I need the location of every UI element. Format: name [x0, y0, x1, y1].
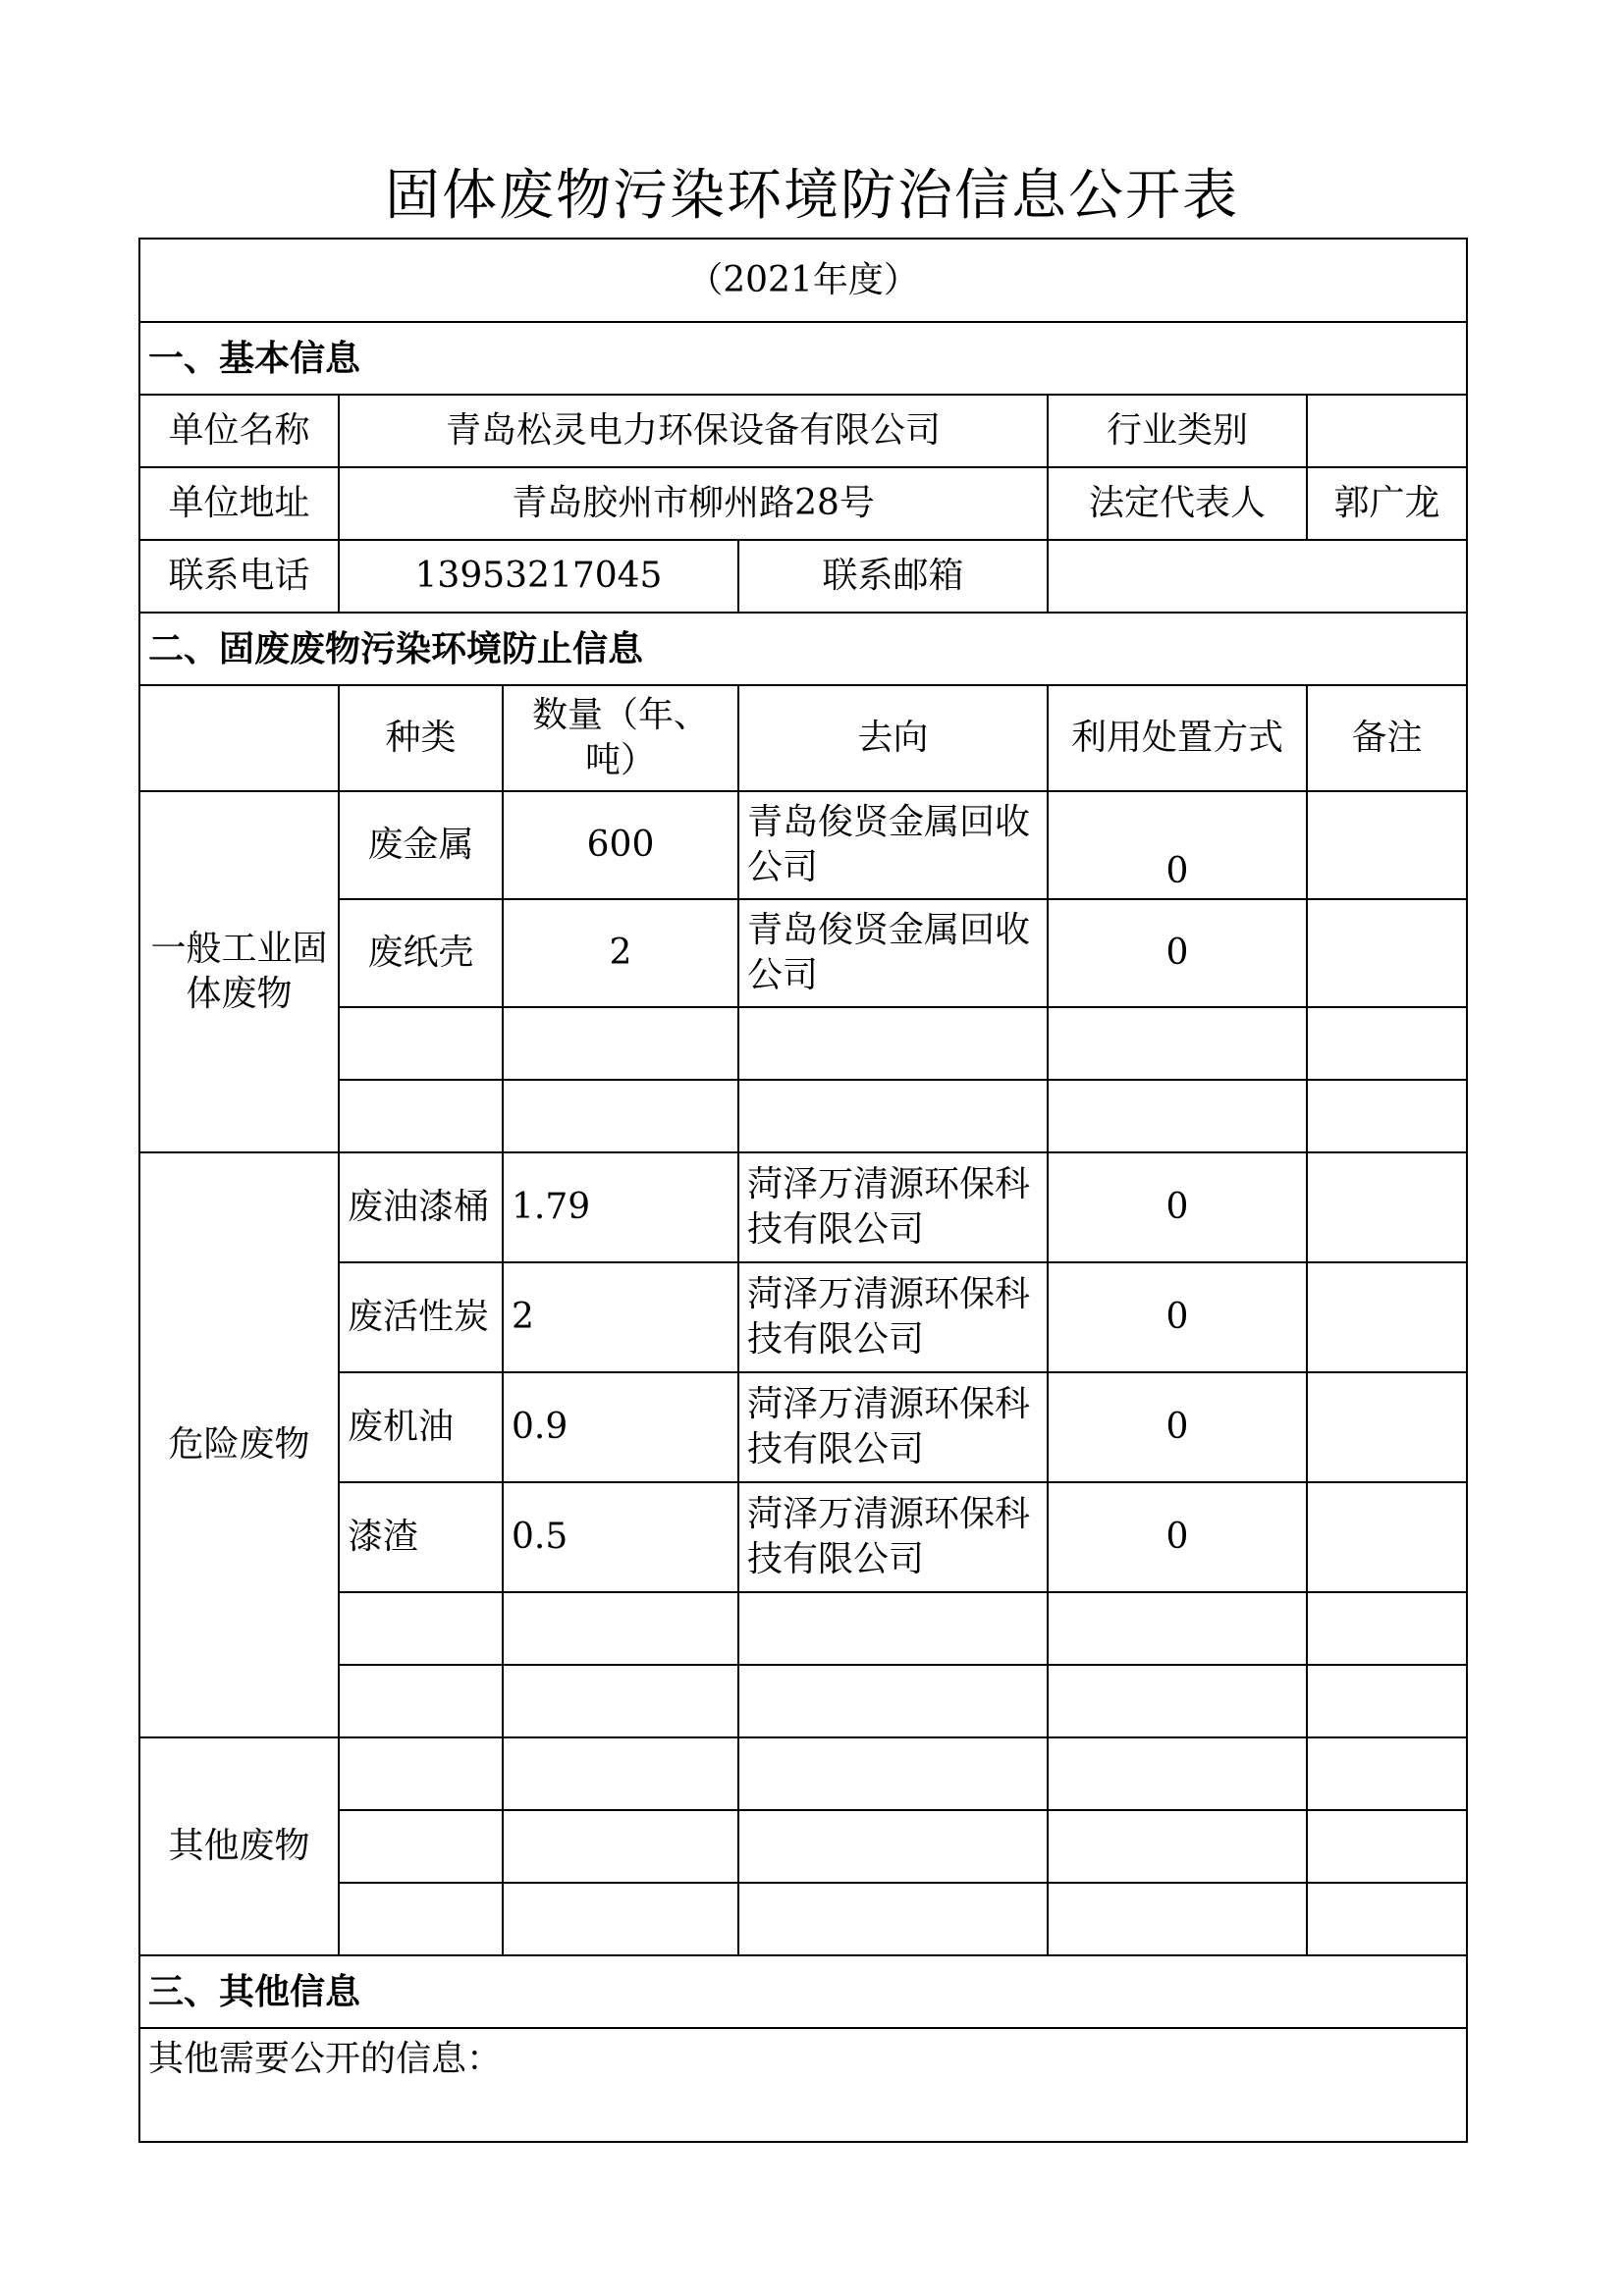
header-remark: 备注 — [1307, 685, 1467, 791]
empty-cell — [738, 1883, 1048, 1955]
table-row — [139, 1080, 1467, 1152]
waste-remark — [1307, 1152, 1467, 1262]
header-type: 种类 — [339, 685, 503, 791]
empty-cell — [503, 1592, 738, 1665]
legal-rep-label: 法定代表人 — [1048, 467, 1307, 540]
year-label: （2021年度） — [139, 239, 1467, 322]
waste-type: 废金属 — [339, 791, 503, 899]
empty-cell — [503, 1883, 738, 1955]
waste-type: 废油漆桶 — [339, 1152, 503, 1262]
empty-cell — [503, 1665, 738, 1737]
empty-cell — [1048, 1665, 1307, 1737]
table-row — [139, 1482, 1467, 1592]
email-label: 联系邮箱 — [738, 540, 1048, 613]
waste-remark — [1307, 1482, 1467, 1592]
empty-cell — [339, 1883, 503, 1955]
header-blank — [139, 685, 339, 791]
empty-cell — [339, 1592, 503, 1665]
unit-name-label: 单位名称 — [139, 395, 339, 467]
waste-destination: 青岛俊贤金属回收公司 — [738, 899, 1048, 1007]
email-value — [1048, 540, 1467, 613]
disclosure-table — [138, 238, 1468, 2143]
waste-quantity: 2 — [503, 899, 738, 1007]
page-title: 固体废物污染环境防治信息公开表 — [385, 164, 1239, 228]
waste-quantity: 600 — [503, 791, 738, 899]
legal-rep-value: 郭广龙 — [1307, 467, 1467, 540]
waste-destination: 菏泽万清源环保科技有限公司 — [738, 1152, 1048, 1262]
address-value: 青岛胶州市柳州路28号 — [339, 467, 1048, 540]
table-row — [139, 1372, 1467, 1482]
empty-cell — [1307, 1810, 1467, 1883]
table-row — [139, 791, 1467, 899]
empty-cell — [339, 1080, 503, 1152]
table-row — [139, 1665, 1467, 1737]
industry-label: 行业类别 — [1048, 395, 1307, 467]
table-row — [139, 1007, 1467, 1080]
waste-type: 漆渣 — [339, 1482, 503, 1592]
waste-remark — [1307, 1372, 1467, 1482]
waste-quantity: 0.9 — [503, 1372, 738, 1482]
section1-heading: 一、基本信息 — [139, 322, 1467, 395]
header-quantity: 数量（年、吨） — [503, 685, 738, 791]
empty-cell — [1048, 1883, 1307, 1955]
table-row — [139, 1262, 1467, 1372]
other-info-text: 其他需要公开的信息： — [139, 2028, 1467, 2142]
waste-type: 废机油 — [339, 1372, 503, 1482]
phone-value: 13953217045 — [339, 540, 738, 613]
waste-destination: 菏泽万清源环保科技有限公司 — [738, 1372, 1048, 1482]
waste-method: 0 — [1048, 899, 1307, 1007]
waste-method: 0 — [1048, 1262, 1307, 1372]
category-hazardous: 危险废物 — [139, 1152, 339, 1737]
empty-cell — [1048, 1592, 1307, 1665]
section3-heading: 三、其他信息 — [139, 1955, 1467, 2028]
empty-cell — [339, 1737, 503, 1810]
empty-cell — [1307, 1080, 1467, 1152]
waste-type: 废活性炭 — [339, 1262, 503, 1372]
empty-cell — [1048, 1007, 1307, 1080]
waste-quantity: 0.5 — [503, 1482, 738, 1592]
waste-type: 废纸壳 — [339, 899, 503, 1007]
empty-cell — [738, 1592, 1048, 1665]
industry-value — [1307, 395, 1467, 467]
waste-method: 0 — [1048, 1152, 1307, 1262]
address-label: 单位地址 — [139, 467, 339, 540]
header-method: 利用处置方式 — [1048, 685, 1307, 791]
waste-remark — [1307, 899, 1467, 1007]
waste-destination: 菏泽万清源环保科技有限公司 — [738, 1482, 1048, 1592]
waste-remark — [1307, 1262, 1467, 1372]
waste-quantity: 2 — [503, 1262, 738, 1372]
empty-cell — [1048, 1810, 1307, 1883]
empty-cell — [339, 1007, 503, 1080]
empty-cell — [738, 1737, 1048, 1810]
category-other: 其他废物 — [139, 1737, 339, 1955]
table-row — [139, 1810, 1467, 1883]
empty-cell — [1307, 1883, 1467, 1955]
waste-method: 0 — [1048, 791, 1307, 899]
phone-label: 联系电话 — [139, 540, 339, 613]
unit-name-value: 青岛松灵电力环保设备有限公司 — [339, 395, 1048, 467]
empty-cell — [503, 1810, 738, 1883]
empty-cell — [503, 1737, 738, 1810]
table-row — [139, 1592, 1467, 1665]
header-destination: 去向 — [738, 685, 1048, 791]
table-row — [139, 1737, 1467, 1810]
empty-cell — [1307, 1665, 1467, 1737]
empty-cell — [1048, 1080, 1307, 1152]
empty-cell — [738, 1080, 1048, 1152]
empty-cell — [339, 1665, 503, 1737]
waste-destination: 菏泽万清源环保科技有限公司 — [738, 1262, 1048, 1372]
waste-method: 0 — [1048, 1372, 1307, 1482]
empty-cell — [1307, 1592, 1467, 1665]
category-general: 一般工业固体废物 — [139, 791, 339, 1152]
empty-cell — [1307, 1007, 1467, 1080]
waste-remark — [1307, 791, 1467, 899]
table-row — [139, 899, 1467, 1007]
table-row — [139, 1152, 1467, 1262]
section2-heading: 二、固废废物污染环境防止信息 — [139, 613, 1467, 685]
empty-cell — [738, 1007, 1048, 1080]
waste-quantity: 1.79 — [503, 1152, 738, 1262]
table-row — [139, 1883, 1467, 1955]
waste-destination: 青岛俊贤金属回收公司 — [738, 791, 1048, 899]
empty-cell — [503, 1080, 738, 1152]
empty-cell — [1048, 1737, 1307, 1810]
empty-cell — [339, 1810, 503, 1883]
waste-method: 0 — [1048, 1482, 1307, 1592]
empty-cell — [738, 1810, 1048, 1883]
empty-cell — [1307, 1737, 1467, 1810]
empty-cell — [503, 1007, 738, 1080]
empty-cell — [738, 1665, 1048, 1737]
